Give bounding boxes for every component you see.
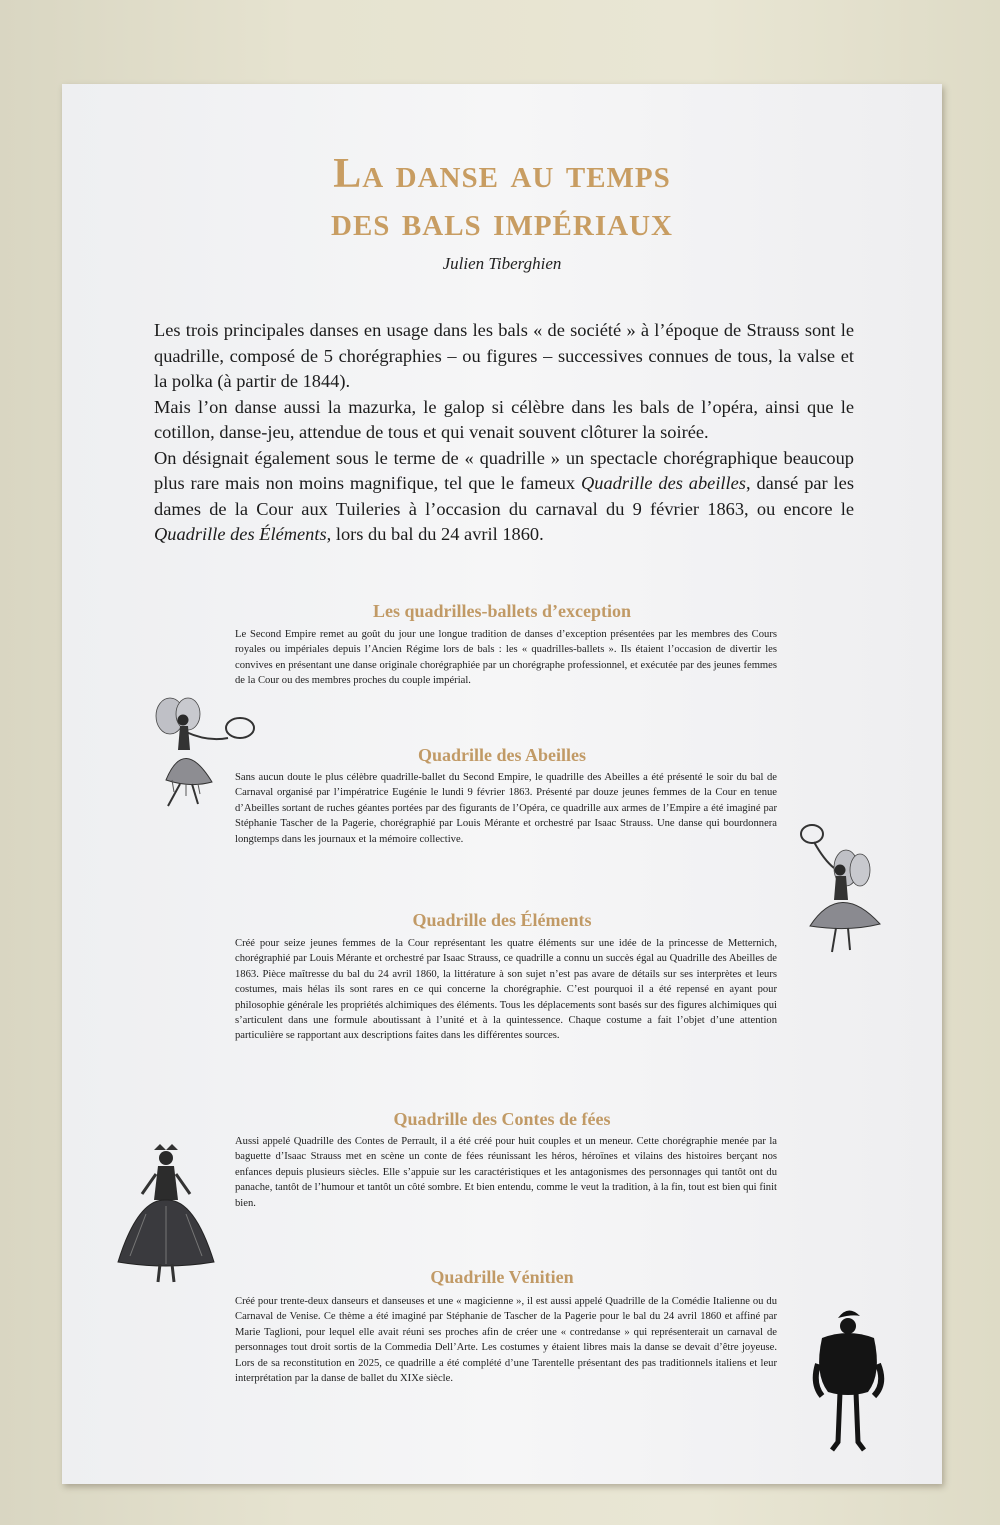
intro-p3-italic-1: Quadrille des abeilles: [580, 473, 746, 493]
section-body-quadrilles-ballets: Le Second Empire remet au goût du jour une longue tradition de danses d’exception présentées par les membres des Cours royales ou impériales depuis l’Ancien Régime lors de bals : les « quadrilles-ballets ». Ils étaient l’occasion de divertir les convives en présentant une danse originale chorégraphiée par un chorégraphe professionnel, et exécutée par des jeunes femmes de la Cour ou des membres proches du couple impérial.: [235, 629, 777, 687]
exhibition-panel: [62, 84, 942, 1484]
intro-p3-text-b: , dansé par les dames de la Cour aux Tuileries à l’occasion du carnaval du 9 février 1863, ou encore le: [154, 473, 854, 519]
section-body-contes-de-fees: Aussi appelé Quadrille des Contes de Perrault, il a été créé pour huit couples et un meneur. Cette chorégraphie menée par la baguette d’Isaac Strauss met en scène un conte de fées réunissant les héros, héroïnes et vilains des histoires berçant nos enfances depuis plusieurs siècles. Elle s’appuie sur les caractéristiques et les antagonismes des personnages qui tantôt ont du panache, tantôt de l’humour et tantôt un côté sombre. Et bien entendu, comme le veut la tradition, à la fin, tout est bien qui finit bien.: [235, 1136, 777, 1209]
title-line-2: des bals impériaux: [331, 199, 673, 245]
intro-p1-text: Les trois principales danses en usage dans les bals « de société » à l’époque de Strauss sont le quadrille, composé de 5 chorégraphies – ou figures – successives connues de tous, la valse et la polka (à partir de 1844).: [154, 320, 854, 391]
section-title-venitien: Quadrille Vénitien: [430, 1267, 574, 1287]
intro-paragraph-1: [154, 318, 854, 395]
bee-dancer-with-hoop-illustration: [128, 696, 258, 816]
title-line-1: La danse au temps: [333, 151, 671, 197]
section-body-abeilles: Sans aucun doute le plus célèbre quadrille-ballet du Second Empire, le quadrille des Abeilles a été présenté le soir du bal de Carnaval organisé par l’impératrice Eugénie le lundi 9 février 1863. Présenté par douze jeunes femmes de la Cour en tenue d’Abeilles sortant de ruches géantes portées par des figurants de l’Opéra, ce quadrille aux armes de l’Empire a été imaginé par Stéphanie Tascher de la Pagerie, chorégraphié par Louis Mérante et orchestré par Isaac Strauss. Une danse qui bourdonnera longtemps dans les journaux et la mémoire collective.: [235, 772, 777, 845]
bee-dancer-with-tambourine-illustration: [788, 820, 888, 960]
intro-paragraph-2: [154, 395, 854, 446]
intro-text: [154, 318, 854, 548]
section-body-venitien: Créé pour trente-deux danseurs et danseuses et une « magicienne », il est aussi appelé Quadrille de la Comédie Italienne ou du Carnaval de Venise. Ce thème a été imaginé par Stéphanie de Tascher de la Pagerie pour le bal du 24 avril 1860 et affiné par Marie Taglioni, pour lequel elle avait réuni ses proches afin de créer une « contredanse » qui représenterait un carnaval de personnages tout droit sortis de la Commedia Dell’Arte. Les costumes y étaient libres mais la danse se devait d’être joyeuse. Lors de sa reconstitution en 2025, ce quadrille a été complété d’une Tarentelle présentant des pas traditionnels italiens et leur interprétation par la danse de ballet du XIXe siècle.: [235, 1296, 777, 1385]
intro-p3-italic-2: Quadrille des Éléments: [154, 524, 327, 544]
author: Julien Tiberghien: [442, 254, 562, 273]
section-title-abeilles: Quadrille des Abeilles: [417, 745, 586, 765]
intro-paragraph-3: [154, 446, 854, 548]
section-title-elements: Quadrille des Éléments: [412, 910, 592, 930]
intro-p3-text-a: On désignait également sous le terme de « quadrille » un spectacle chorégraphique beaucoup plus rare mais non moins magnifique, tel que le fameux: [154, 447, 854, 493]
section-title-quadrilles-ballets: Les quadrilles-ballets d’exception: [372, 601, 631, 621]
section-body-elements: Créé pour seize jeunes femmes de la Cour représentant les quatre éléments sur une idée de la princesse de Metternich, chorégraphié par Louis Mérante et orchestré par Isaac Strauss, ce quadrille a connu un succès égal au Quadrille des Abeilles de 1863. Pièce maîtresse du bal du 24 avril 1860, la littérature à son sujet n’est pas avare de détails sur ses interprètes et leurs costumes, mais hélas ils sont rares en ce qui concerne la chorégraphie. C’est pourquoi il a été repensé en ayant pour philosophie générale les propriétés alchimiques des éléments. Tous les déplacements sont basés sur des figures alchimiques qui s’articulent dans une formule aboutissant à l’unité et à la quintessence. Chaque costume a fait l’objet d’une attention particulière se rapportant aux descriptions faites dans les différentes sources.: [235, 938, 777, 1042]
intro-p2-text: Mais l’on danse aussi la mazurka, le galop si célèbre dans les bals de l’opéra, ainsi que le cotillon, danse-jeu, attendue de tous et qui venait souvent clôturer la soirée.: [154, 396, 854, 442]
venetian-dancer-silhouette-illustration: [808, 1304, 888, 1454]
section-title-contes-de-fees: Quadrille des Contes de fées: [393, 1109, 611, 1129]
intro-p3-text-c: , lors du bal du 24 avril 1860.: [326, 524, 544, 544]
fairy-tale-dancer-illustration: [116, 1144, 216, 1284]
